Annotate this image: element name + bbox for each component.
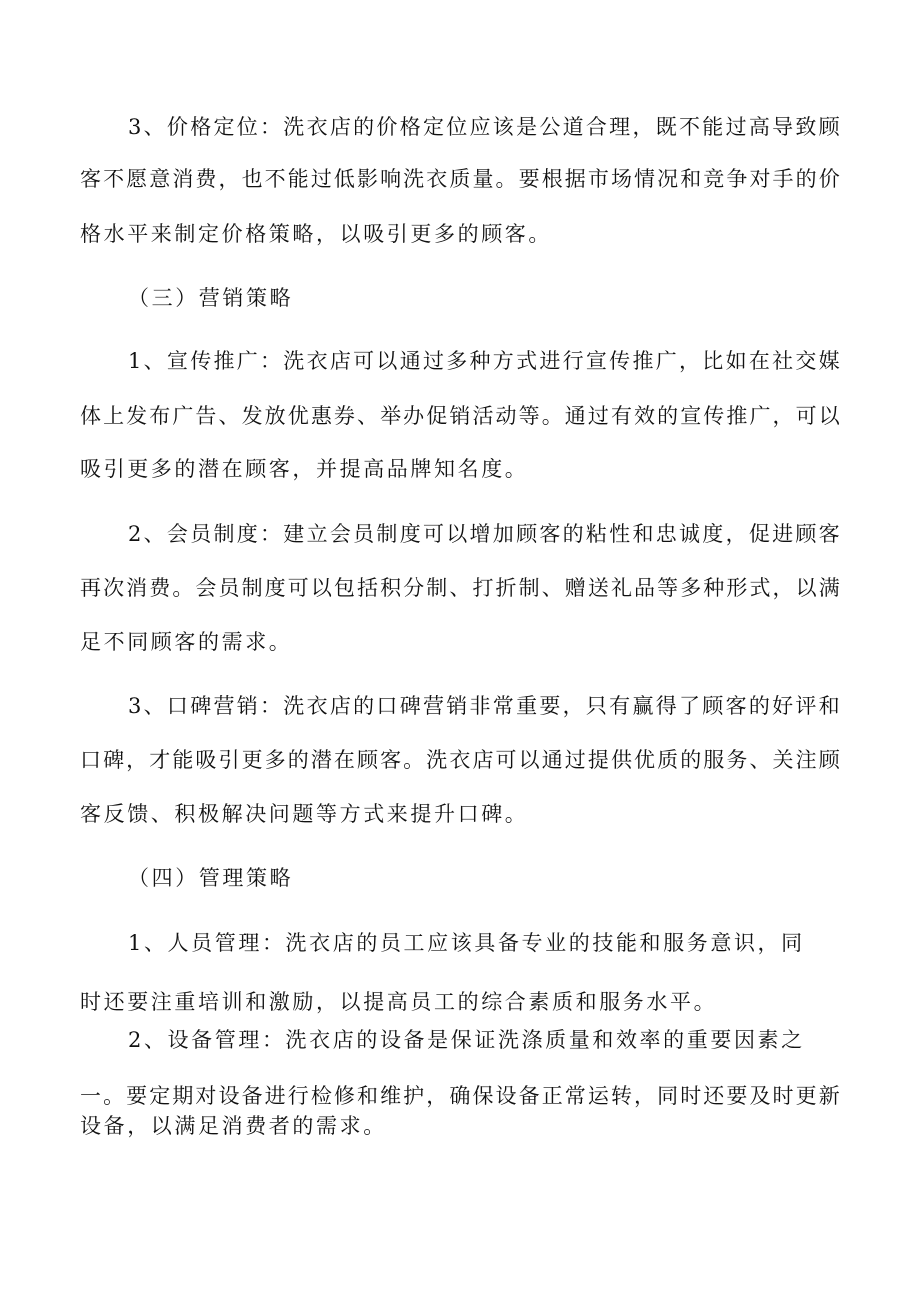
- paragraph-line: 时还要注重培训和激励，以提高员工的综合素质和服务水平。: [80, 990, 718, 1014]
- paragraph-line: 1、人员管理：洗衣店的员工应该具备专业的技能和服务意识，同: [128, 931, 805, 955]
- paragraph-line: 客不愿意消费，也不能过低影响洗衣质量。要根据市场情况和竞争对手的价: [80, 167, 842, 191]
- paragraph-line: 3、价格定位：洗衣店的价格定位应该是公道合理，既不能过高导致顾: [128, 115, 842, 139]
- paragraph-line: 1、宣传推广：洗衣店可以通过多种方式进行宣传推广，比如在社交媒: [128, 349, 842, 373]
- paragraph-line: 3、口碑营销：洗衣店的口碑营销非常重要，只有赢得了顾客的好评和: [128, 694, 842, 718]
- paragraph-line: 格水平来制定价格策略，以吸引更多的顾客。: [80, 222, 552, 246]
- paragraph-line: 再次消费。会员制度可以包括积分制、打折制、赠送礼品等多种形式，以满: [80, 576, 842, 600]
- paragraph-line: 吸引更多的潜在顾客，并提高品牌知名度。: [80, 457, 529, 481]
- paragraph-line: 2、会员制度：建立会员制度可以增加顾客的粘性和忠诚度，促进顾客: [128, 522, 842, 546]
- paragraph-line: 设备，以满足消费者的需求。: [80, 1114, 387, 1138]
- paragraph-line: 体上发布广告、发放优惠券、举办促销活动等。通过有效的宣传推广，可以: [80, 404, 842, 428]
- paragraph-line: 客反馈、积极解决问题等方式来提升口碑。: [80, 802, 529, 826]
- section-heading: （四）管理策略: [128, 866, 294, 890]
- paragraph-line: 口碑，才能吸引更多的潜在顾客。洗衣店可以通过提供优质的服务、关注顾: [80, 748, 842, 772]
- paragraph-line: 2、设备管理：洗衣店的设备是保证洗涤质量和效率的重要因素之: [128, 1028, 805, 1052]
- paragraph-line: 一。要定期对设备进行检修和维护，确保设备正常运转，同时还要及时更新: [80, 1084, 842, 1108]
- section-heading: （三）营销策略: [128, 286, 294, 310]
- paragraph-line: 足不同顾客的需求。: [80, 630, 293, 654]
